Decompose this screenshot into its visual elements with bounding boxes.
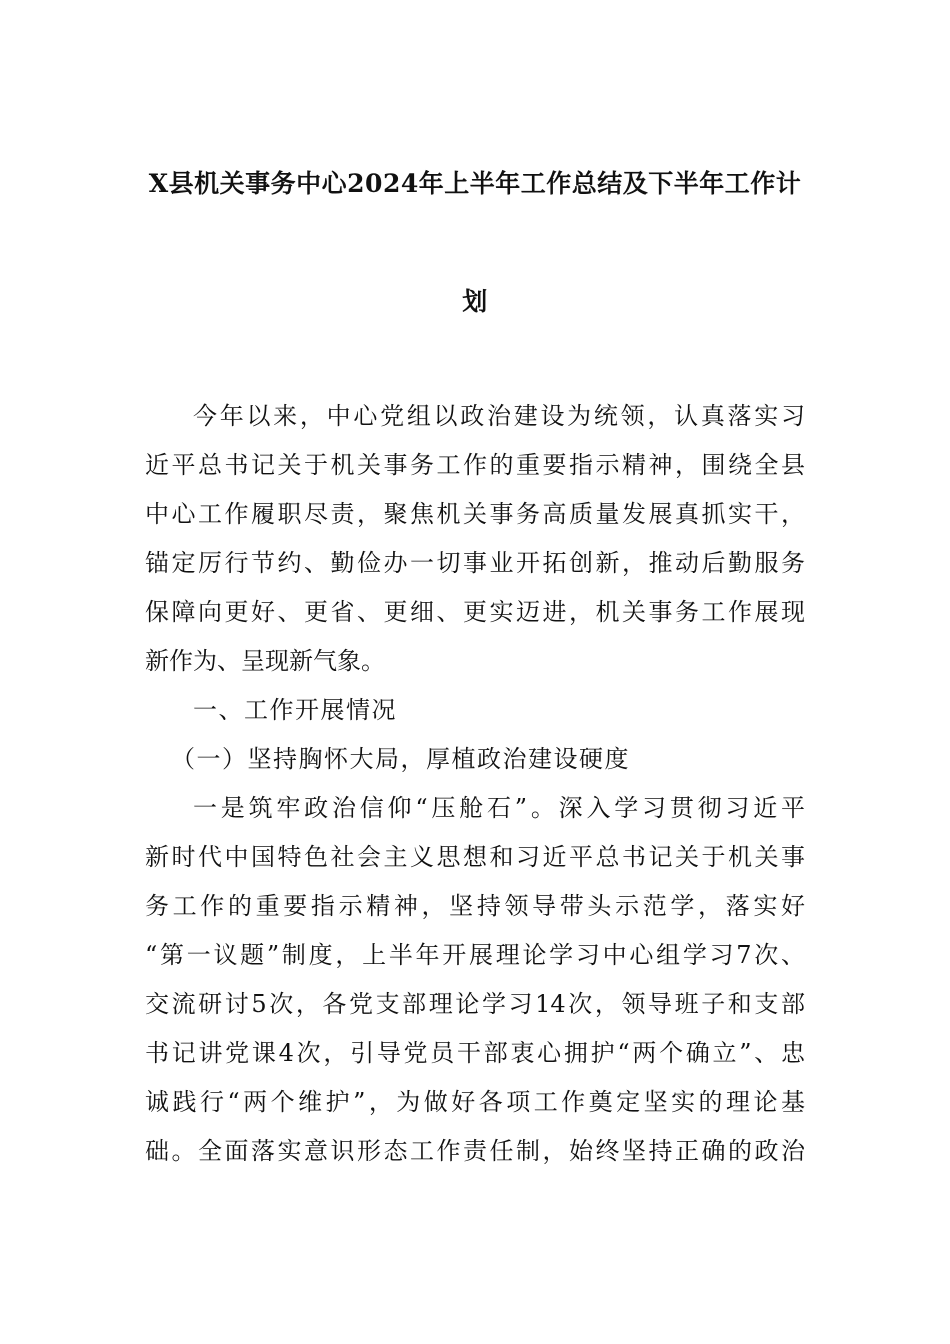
intro-line: 中心工作履职尽责，聚焦机关事务高质量发展真抓实干， xyxy=(145,500,805,528)
body-paragraph xyxy=(145,784,805,1176)
paragraph-line: 书记讲党课4次，引导党员干部衷心拥护“两个确立”、忠 xyxy=(145,1039,805,1067)
paragraph-line: 础。全面落实意识形态工作责任制，始终坚持正确的政治 xyxy=(145,1137,805,1165)
paragraph-line: 交流研讨5次，各党支部理论学习14次，领导班子和支部 xyxy=(145,990,805,1018)
document-title-line-1: X县机关事务中心2024年上半年工作总结及下半年工作计 xyxy=(148,169,802,198)
paragraph-line: “第一议题”制度，上半年开展理论学习中心组学习7次、 xyxy=(145,941,805,969)
intro-line: 今年以来，中心党组以政治建设为统领，认真落实习 xyxy=(193,402,805,430)
paragraph-line: 新时代中国特色社会主义思想和习近平总书记关于机关事 xyxy=(145,843,805,871)
paragraph-line: 一是筑牢政治信仰“压舱石”。深入学习贯彻习近平 xyxy=(193,794,805,822)
document-title-line-2: 划 xyxy=(462,287,488,316)
document-body xyxy=(145,392,805,1176)
paragraph-line: 诚践行“两个维护”，为做好各项工作奠定坚实的理论基 xyxy=(145,1088,805,1116)
intro-paragraph xyxy=(145,392,805,686)
intro-line: 保障向更好、更省、更细、更实迈进，机关事务工作展现 xyxy=(145,598,805,626)
subsection-heading: （一）坚持胸怀大局，厚植政治建设硬度 xyxy=(171,745,630,773)
paragraph-line: 务工作的重要指示精神，坚持领导带头示范学，落实好 xyxy=(145,892,805,920)
intro-line: 近平总书记关于机关事务工作的重要指示精神，围绕全县 xyxy=(145,451,805,479)
intro-line: 锚定厉行节约、勤俭办一切事业开拓创新，推动后勤服务 xyxy=(145,549,805,577)
intro-line: 新作为、呈现新气象。 xyxy=(145,647,385,675)
section-heading: 一、工作开展情况 xyxy=(193,696,397,724)
